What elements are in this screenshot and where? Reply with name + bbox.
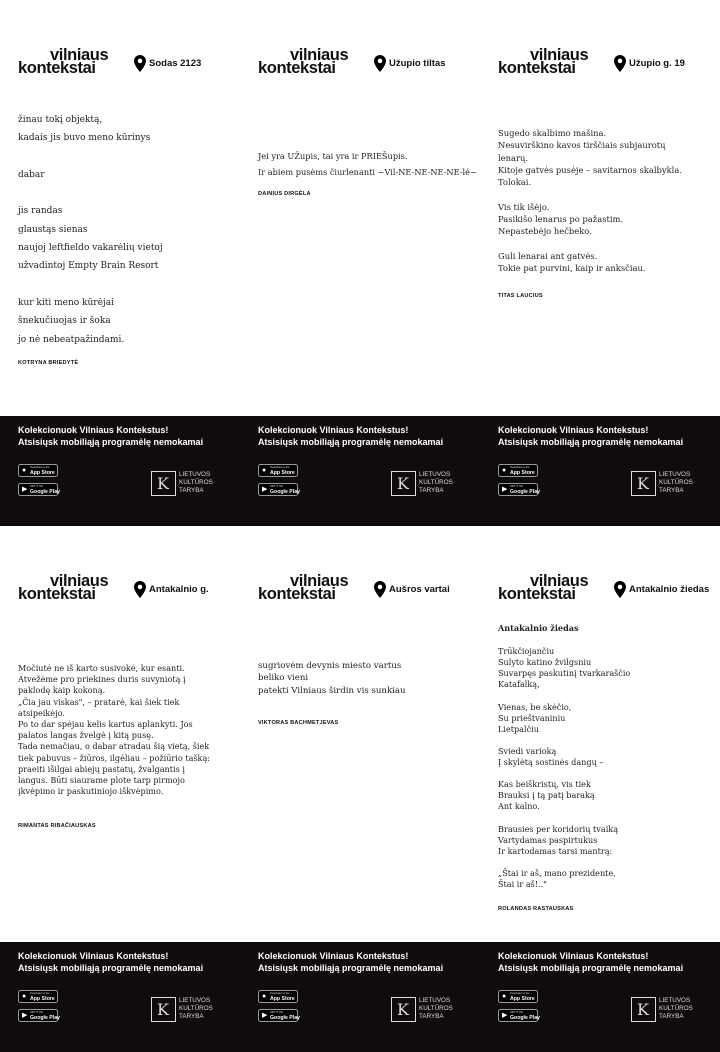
author-name: RIMANTAS RIBAČIAUSKAS: [18, 823, 96, 829]
poem-line: žinau tokį objektą,: [18, 115, 103, 125]
logo-line-1: vilniaus: [290, 572, 349, 590]
promo-text: [258, 951, 443, 974]
app-store-label: App Store: [510, 995, 535, 1002]
poem-line: kadais jis buvo meno kūrinys: [18, 133, 151, 144]
app-promo-banner: [480, 416, 720, 526]
author-name: KOTRYNA BRIEDYTĖ: [18, 360, 79, 366]
council-line: TARYBA: [419, 1013, 444, 1020]
poem-line: langus. Būti siaurame plote tarp pirmojo: [18, 775, 185, 786]
author-name: TITAS LAUCIUS: [498, 293, 543, 299]
poem-line: Kas beiškristų, vis tiek: [498, 779, 591, 790]
poem-line: Tokie pat purvini, kaip ir anksčiau.: [498, 263, 646, 274]
poem-line: Katafalką,: [498, 679, 540, 690]
council-line: LIETUVOS: [659, 997, 691, 1004]
apple-icon: ●: [502, 467, 507, 474]
app-store-label: App Store: [270, 995, 295, 1002]
council-line: TARYBA: [179, 487, 204, 494]
promo-line-1: Kolekcionuok Vilniaus Kontekstus!: [18, 425, 169, 435]
poem-line: Brauksi į tą patį baraką: [498, 790, 595, 801]
apple-icon: ●: [262, 467, 267, 474]
apple-icon: ●: [22, 993, 27, 1000]
poem-line: Močiutė ne iš karto susivokė, kur esanti.: [18, 663, 185, 673]
poem-line: palatos langas žvelgė į kitą pusę.: [18, 730, 154, 741]
location-label: Užupio tiltas: [389, 58, 446, 69]
council-line: KULTŪROS: [419, 479, 453, 486]
poem-line: Nepastebėjo hečbeko.: [498, 226, 592, 237]
location-label: Užupio g. 19: [629, 58, 685, 69]
app-store-badge[interactable]: [258, 464, 298, 477]
council-line: TARYBA: [179, 1013, 204, 1020]
poem-line: [498, 768, 708, 779]
app-store-small: Download on the: [30, 992, 50, 995]
google-play-label: Google Play: [510, 488, 540, 495]
council-k-icon: K: [631, 471, 656, 496]
poem-card-3: [480, 0, 720, 526]
logo-line-1: vilniaus: [50, 46, 109, 64]
poem-text: [498, 127, 708, 275]
app-store-badge[interactable]: [18, 990, 58, 1003]
poem-line: Brausies per koridorių tvaiką: [498, 823, 619, 834]
poem-line: dabar: [18, 169, 45, 180]
play-icon: ▶: [502, 486, 508, 493]
poem-card-1: [0, 0, 240, 526]
play-icon: ▶: [262, 1012, 268, 1019]
poem-line: Sviedi varioką: [498, 745, 557, 756]
poem-line: sugriovėm devynis miesto vartus: [258, 661, 402, 671]
author-name: VIKTORAS BACHMETJEVAS: [258, 720, 339, 726]
app-store-label: App Store: [510, 469, 535, 476]
promo-text: [258, 425, 443, 448]
poem-line: [18, 276, 228, 294]
location-pin-icon: [374, 55, 386, 72]
council-line: KULTŪROS: [659, 479, 693, 486]
logo-line-2: kontekstai: [498, 59, 576, 77]
poem-line: [18, 148, 228, 166]
card-content: [0, 0, 240, 416]
poem-line: Į skylėtą sostinės dangų –: [498, 757, 604, 768]
poem-line: Lietpalčiu: [498, 723, 539, 734]
poem-text: [18, 111, 228, 349]
app-store-badge[interactable]: [498, 464, 538, 477]
poem-line: Su prieštvaniniu: [498, 712, 566, 723]
promo-line-1: Kolekcionuok Vilniaus Kontekstus!: [18, 951, 169, 961]
vilniaus-kontekstai-logo: [18, 47, 118, 77]
poem-line: [498, 690, 708, 701]
poem-line: Vienas, be skėčio,: [498, 701, 572, 712]
app-store-badge[interactable]: [258, 990, 298, 1003]
poem-line: Tada nemačiau, o dabar atradau šią vietą, šiek: [18, 741, 210, 752]
google-play-label: Google Play: [270, 1014, 300, 1021]
location-label: Antakalnio g.: [149, 584, 209, 595]
logo-line-1: vilniaus: [530, 46, 589, 64]
vilniaus-kontekstai-logo: [258, 47, 358, 77]
council-line: KULTŪROS: [179, 1005, 213, 1012]
poem-line: kur kiti meno kūrėjai: [18, 297, 114, 308]
poem-line: Ant kalno.: [498, 801, 540, 812]
card-content: [480, 526, 720, 942]
poem-line: praeiti išilgai abiejų pastatų, žvalgantis į: [18, 763, 185, 774]
promo-line-1: Kolekcionuok Vilniaus Kontekstus!: [498, 951, 649, 961]
promo-line-2: Atsisiųsk mobiliąją programėlę nemokamai: [498, 436, 684, 447]
poem-text: [258, 660, 468, 697]
app-store-small: Download on the: [30, 466, 50, 469]
poem-line: „Čia jau viskas", – pratarė, kai šiek tiek: [18, 696, 180, 707]
council-line: LIETUVOS: [179, 471, 211, 478]
poem-card-6: [480, 526, 720, 1052]
promo-line-1: Kolekcionuok Vilniaus Kontekstus!: [498, 425, 649, 435]
app-promo-banner: [0, 416, 240, 526]
promo-line-1: Kolekcionuok Vilniaus Kontekstus!: [258, 425, 409, 435]
author-name: ROLANDAS RASTAUSKAS: [498, 906, 574, 912]
poem-line: Sulyto katino žvilgsniu: [498, 657, 592, 668]
google-play-small: GET IT ON: [510, 1011, 523, 1014]
council-line: LIETUVOS: [419, 997, 451, 1004]
location-label: Antakalnio žiedas: [629, 584, 710, 595]
apple-icon: ●: [262, 993, 267, 1000]
logo-line-2: kontekstai: [258, 585, 336, 603]
council-k-icon: K: [151, 471, 176, 496]
apple-icon: ●: [502, 993, 507, 1000]
poem-line: Ir abiem pusėms čiurlenanti ~Vil-NE-NE-NE-NE-lė~: [258, 166, 477, 177]
google-play-badge[interactable]: [498, 1009, 538, 1022]
poem-line: glaustąs sienas: [18, 224, 88, 235]
poem-line: beliko vieni: [258, 673, 309, 684]
google-play-badge[interactable]: [18, 1009, 58, 1022]
council-line: LIETUVOS: [179, 997, 211, 1004]
poem-text: [498, 623, 708, 890]
council-line: KULTŪROS: [659, 1005, 693, 1012]
lithuanian-council-for-culture-logo: [391, 997, 461, 1023]
poem-card-5: [240, 526, 480, 1052]
lithuanian-council-for-culture-logo: [391, 471, 461, 497]
app-store-badge[interactable]: [18, 464, 58, 477]
poem-line: [18, 184, 228, 202]
poem-line: Vartydamas paspirtukus: [498, 834, 598, 845]
poem-line: Tolokai.: [498, 177, 532, 188]
poem-line: Atvežėme pro priekines duris suvyniotą į: [18, 674, 186, 685]
vilniaus-kontekstai-logo: [18, 573, 118, 603]
card-content: [240, 0, 480, 416]
card-content: [480, 0, 720, 416]
poem-line: lenarų.: [498, 152, 529, 163]
poem-line: šnekučiuojas ir šoka: [18, 316, 111, 327]
poem-line: patekti Vilniaus širdin vis sunkiau: [258, 685, 406, 696]
poem-card-2: [240, 0, 480, 526]
logo-line-2: kontekstai: [18, 585, 96, 603]
promo-text: [498, 951, 683, 974]
google-play-label: Google Play: [30, 488, 60, 495]
poem-line: Nesuvirškino kavos tirščiais subjaurotų: [498, 140, 666, 151]
google-play-small: GET IT ON: [270, 485, 283, 488]
logo-line-1: vilniaus: [50, 572, 109, 590]
play-icon: ▶: [262, 486, 268, 493]
app-store-small: Download on the: [270, 992, 290, 995]
poem-line: atsipeikėjo.: [18, 707, 65, 718]
council-line: LIETUVOS: [419, 471, 451, 478]
poem-line: [498, 188, 708, 200]
promo-line-2: Atsisiųsk mobiliąją programėlę nemokamai: [258, 436, 444, 447]
google-play-badge[interactable]: [18, 483, 58, 496]
poem-line: Jei yra UŽupis, tai yra ir PRIEŠupis.: [258, 151, 408, 161]
poem-line: jis randas: [18, 206, 63, 217]
logo-line-2: kontekstai: [498, 585, 576, 603]
logo-line-1: vilniaus: [530, 572, 589, 590]
council-line: TARYBA: [659, 1013, 684, 1020]
promo-line-2: Atsisiųsk mobiliąją programėlę nemokamai: [258, 962, 444, 973]
poem-line: Suvarpęs paskutinį tvarkaraščio: [498, 668, 631, 679]
location-label: Aušros vartai: [389, 584, 450, 595]
poem-text: [18, 663, 228, 797]
play-icon: ▶: [22, 1012, 28, 1019]
play-icon: ▶: [502, 1012, 508, 1019]
google-play-label: Google Play: [30, 1014, 60, 1021]
apple-icon: ●: [22, 467, 27, 474]
google-play-small: GET IT ON: [30, 1011, 43, 1014]
poem-line: [498, 857, 708, 868]
council-line: TARYBA: [659, 487, 684, 494]
google-play-badge[interactable]: [258, 1009, 298, 1022]
vilniaus-kontekstai-logo: [498, 47, 598, 77]
promo-line-1: Kolekcionuok Vilniaus Kontekstus!: [258, 951, 409, 961]
poem-line: Guli lenarai ant gatvės.: [498, 250, 598, 261]
poem-line: įkvėpimo ir paskutiniojo iškvėpimo.: [18, 786, 164, 797]
promo-text: [18, 425, 203, 448]
poem-card-4: [0, 526, 240, 1052]
app-store-small: Download on the: [270, 466, 290, 469]
poem-line: Vis tik išėjo.: [498, 201, 550, 212]
poem-line: Pasikišo lenarus po pažastim.: [498, 214, 624, 225]
council-line: KULTŪROS: [179, 479, 213, 486]
council-k-icon: K: [391, 997, 416, 1022]
app-store-small: Download on the: [510, 466, 530, 469]
council-k-icon: K: [151, 997, 176, 1022]
google-play-label: Google Play: [270, 488, 300, 495]
lithuanian-council-for-culture-logo: [631, 997, 701, 1023]
google-play-small: GET IT ON: [270, 1011, 283, 1014]
location-pin-icon: [134, 581, 146, 598]
promo-line-2: Atsisiųsk mobiliąją programėlę nemokamai: [498, 962, 684, 973]
play-icon: ▶: [22, 486, 28, 493]
app-promo-banner: [240, 942, 480, 1052]
logo-line-1: vilniaus: [290, 46, 349, 64]
poem-line: Ir kartodamas tarsi mantrą:: [498, 845, 613, 856]
location-label: Sodas 2123: [149, 58, 202, 69]
card-content: [0, 526, 240, 942]
poem-line: „Štai ir aš, mano prezidente,: [498, 867, 616, 878]
app-promo-banner: [0, 942, 240, 1052]
app-store-label: App Store: [270, 469, 295, 476]
promo-line-2: Atsisiųsk mobiliąją programėlę nemokamai: [18, 436, 204, 447]
google-play-label: Google Play: [510, 1014, 540, 1021]
poem-line: užvadintoj Empty Brain Resort: [18, 261, 159, 272]
vilniaus-kontekstai-logo: [258, 573, 358, 603]
location-pin-icon: [374, 581, 386, 598]
app-promo-banner: [480, 942, 720, 1052]
lithuanian-council-for-culture-logo: [151, 471, 221, 497]
poem-line: [498, 735, 708, 746]
council-line: TARYBA: [419, 487, 444, 494]
location-pin-icon: [614, 581, 626, 598]
google-play-small: GET IT ON: [510, 485, 523, 488]
app-store-label: App Store: [30, 469, 55, 476]
app-store-small: Download on the: [510, 992, 530, 995]
app-store-label: App Store: [30, 995, 55, 1002]
council-k-icon: K: [391, 471, 416, 496]
poem-title: Antakalnio žiedas: [498, 623, 579, 633]
location-pin-icon: [134, 55, 146, 72]
promo-line-2: Atsisiųsk mobiliąją programėlę nemokamai: [18, 962, 204, 973]
vilniaus-kontekstai-logo: [498, 573, 598, 603]
poem-line: Trūkčiojančiu: [498, 646, 555, 657]
location-pin-icon: [614, 55, 626, 72]
google-play-badge[interactable]: [498, 483, 538, 496]
app-store-badge[interactable]: [498, 990, 538, 1003]
logo-line-2: kontekstai: [18, 59, 96, 77]
lithuanian-council-for-culture-logo: [631, 471, 701, 497]
poem-line: naujoj leftfieldo vakarėlių vietoj: [18, 243, 163, 254]
poem-text: [258, 149, 477, 180]
promo-text: [498, 425, 683, 448]
poem-line: Štai ir aš!..": [498, 879, 547, 890]
poem-line: Kitoje gatvės pusėje – savitarnos skalbykla.: [498, 164, 683, 175]
poem-line: tiek pabuvus – žiūros, ilgėliau – požiūrio tašką:: [18, 752, 211, 763]
logo-line-2: kontekstai: [258, 59, 336, 77]
google-play-small: GET IT ON: [30, 485, 43, 488]
poem-line: Po to dar spėjau kelis kartus aplankyti. Jos: [18, 719, 193, 730]
poem-line: Sugedo skalbimo mašina.: [498, 128, 607, 138]
poem-line: [498, 813, 708, 824]
author-name: DAINIUS DIRGĖLA: [258, 191, 311, 197]
card-content: [240, 526, 480, 942]
council-line: LIETUVOS: [659, 471, 691, 478]
google-play-badge[interactable]: [258, 483, 298, 496]
council-line: KULTŪROS: [419, 1005, 453, 1012]
poem-line: jo nė nebeatpažindami.: [18, 334, 125, 345]
app-promo-banner: [240, 416, 480, 526]
council-k-icon: K: [631, 997, 656, 1022]
poem-line: paklodę kaip kokoną.: [18, 685, 106, 696]
poem-line: [498, 238, 708, 250]
lithuanian-council-for-culture-logo: [151, 997, 221, 1023]
promo-text: [18, 951, 203, 974]
